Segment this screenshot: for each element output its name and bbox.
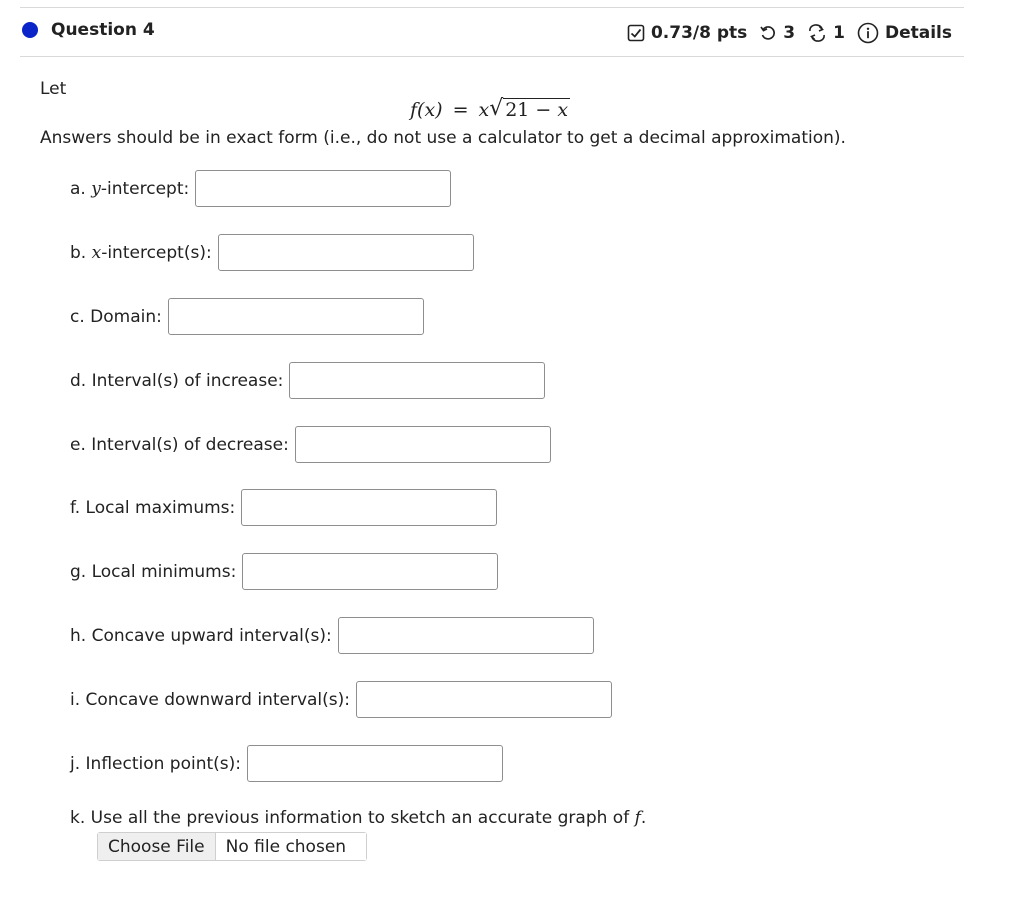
answer-row bbox=[70, 426, 551, 463]
info-circle-icon[interactable] bbox=[857, 22, 879, 44]
file-upload[interactable] bbox=[97, 832, 367, 861]
answer-input[interactable] bbox=[168, 298, 424, 335]
answer-row bbox=[70, 553, 498, 590]
radicand-constant: 21 − bbox=[505, 99, 558, 121]
answer-label-prefix: h. Concave upward interval(s): bbox=[70, 625, 332, 646]
question-title: Question 4 bbox=[51, 20, 155, 40]
answer-label-prefix: i. Concave downward interval(s): bbox=[70, 689, 351, 710]
formula-lhs: f(x) bbox=[410, 99, 443, 121]
sketch-period: . bbox=[640, 808, 647, 828]
square-root bbox=[489, 96, 570, 121]
answer-input[interactable] bbox=[356, 681, 612, 718]
answer-label bbox=[70, 307, 162, 327]
checkbox-check-icon bbox=[627, 24, 645, 42]
answer-label-prefix: a. bbox=[70, 178, 92, 199]
radicand bbox=[503, 98, 570, 121]
answer-label bbox=[70, 562, 236, 582]
answer-label-prefix: g. Local minimums: bbox=[70, 561, 237, 582]
answer-row bbox=[70, 234, 474, 271]
answer-row bbox=[70, 298, 424, 335]
answer-input[interactable] bbox=[241, 489, 497, 526]
top-divider bbox=[20, 7, 964, 8]
question-header bbox=[22, 20, 155, 40]
answer-label bbox=[70, 371, 283, 391]
radical-sign-icon: √ bbox=[489, 96, 504, 121]
answer-label-prefix: e. Interval(s) of decrease: bbox=[70, 434, 289, 455]
retries-count: 3 bbox=[783, 23, 796, 43]
answer-label bbox=[70, 626, 332, 646]
answer-label bbox=[70, 243, 212, 263]
answer-label bbox=[70, 754, 241, 774]
question-meta bbox=[627, 22, 952, 44]
attempts-count: 1 bbox=[833, 23, 845, 43]
instructions-text: Answers should be in exact form (i.e., do not use a calculator to get a decimal approximation). bbox=[40, 128, 846, 148]
formula-equals: = bbox=[452, 99, 469, 121]
details-link[interactable]: Details bbox=[884, 23, 952, 43]
answer-label-variable: x bbox=[91, 242, 102, 263]
answer-row bbox=[70, 681, 612, 718]
answer-input[interactable] bbox=[289, 362, 545, 399]
file-name-status: No file chosen bbox=[216, 833, 366, 860]
answer-label-suffix: -intercept: bbox=[100, 178, 190, 199]
undo-icon[interactable] bbox=[759, 24, 777, 42]
answer-input[interactable] bbox=[195, 170, 451, 207]
answer-label-prefix: j. Inflection point(s): bbox=[70, 753, 242, 774]
formula-coefficient: x bbox=[478, 99, 490, 121]
answer-label bbox=[70, 498, 235, 518]
sketch-instruction bbox=[70, 808, 646, 828]
answer-label-suffix: -intercept(s): bbox=[101, 242, 212, 263]
radicand-variable: x bbox=[557, 99, 569, 121]
question-status-dot bbox=[22, 22, 38, 38]
answer-input[interactable] bbox=[218, 234, 474, 271]
refresh-arrows-icon[interactable] bbox=[807, 24, 827, 42]
answer-row bbox=[70, 745, 503, 782]
answer-label-prefix: f. Local maximums: bbox=[70, 497, 236, 518]
answer-row bbox=[70, 170, 451, 207]
choose-file-button[interactable]: Choose File bbox=[98, 833, 216, 860]
answer-label bbox=[70, 435, 289, 455]
answer-label bbox=[70, 179, 189, 199]
answer-input[interactable] bbox=[242, 553, 498, 590]
answer-label bbox=[70, 690, 350, 710]
sketch-text: k. Use all the previous information to sketch an accurate graph of bbox=[70, 808, 635, 828]
let-label: Let bbox=[40, 79, 67, 99]
answer-input[interactable] bbox=[295, 426, 551, 463]
function-formula bbox=[410, 96, 570, 121]
answer-label-variable: y bbox=[91, 178, 101, 199]
answer-label-prefix: d. Interval(s) of increase: bbox=[70, 370, 284, 391]
sketch-function-var: f bbox=[634, 808, 641, 828]
answer-input[interactable] bbox=[338, 617, 594, 654]
answer-row bbox=[70, 617, 594, 654]
answer-input[interactable] bbox=[247, 745, 503, 782]
header-divider bbox=[20, 56, 964, 57]
answer-label-prefix: b. bbox=[70, 242, 92, 263]
points-text: 0.73/8 pts bbox=[650, 23, 748, 43]
answer-row bbox=[70, 362, 545, 399]
answer-row bbox=[70, 489, 497, 526]
answer-label-prefix: c. Domain: bbox=[70, 306, 162, 327]
